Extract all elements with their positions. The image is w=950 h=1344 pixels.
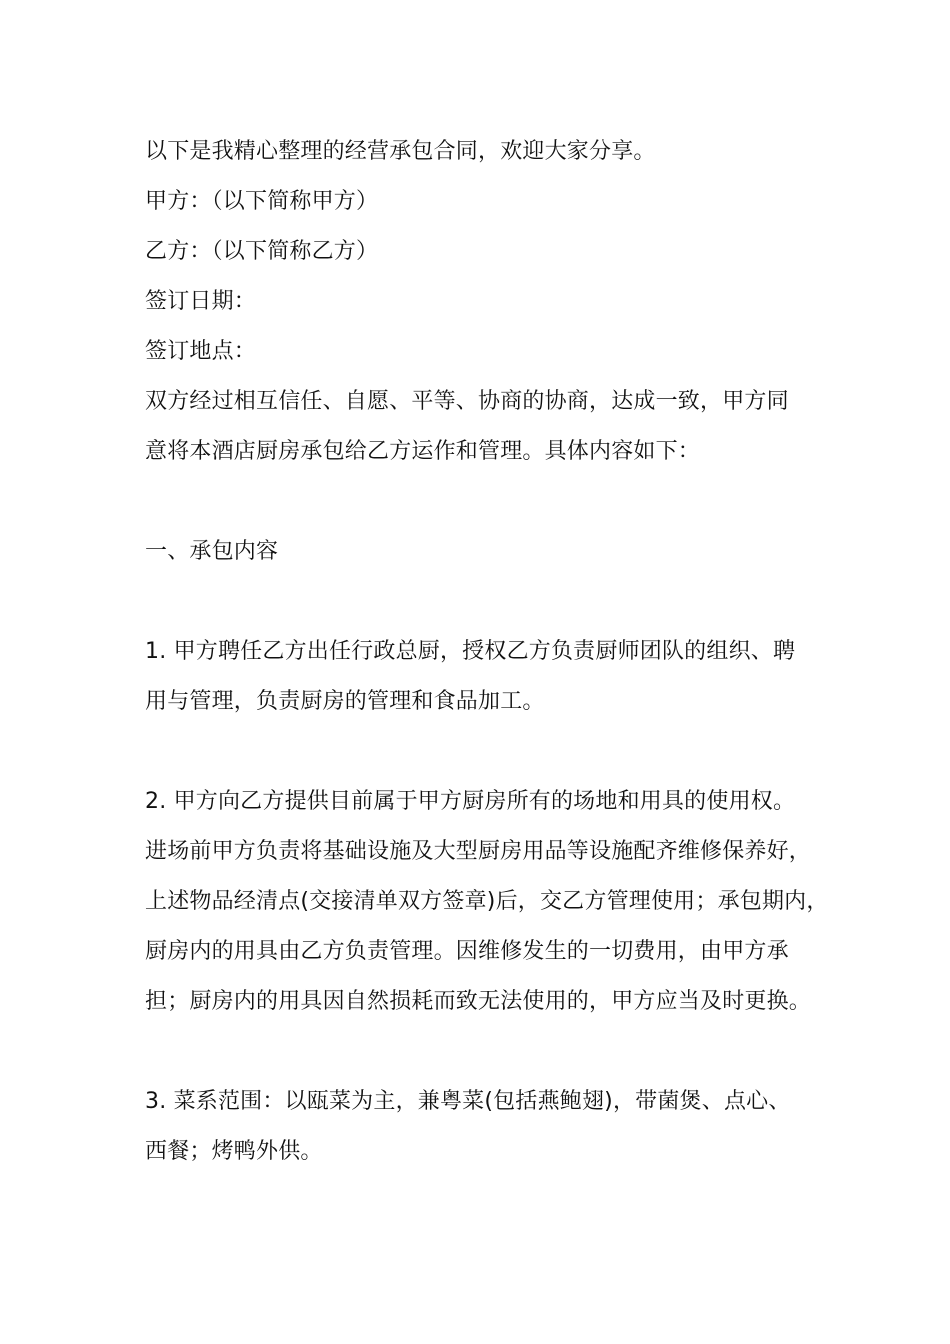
- sign-date-line: 签订日期：: [145, 289, 257, 314]
- preamble-line-2: 意将本酒店厨房承包给乙方运作和管理。具体内容如下：: [145, 439, 701, 464]
- clause-2-line-3: 上述物品经清点(交接清单双方签章)后，交乙方管理使用；承包期内，: [145, 889, 829, 914]
- clause-2-line-1: 2. 甲方向乙方提供目前属于甲方厨房所有的场地和用具的使用权。: [145, 789, 796, 814]
- intro-text: 以下是我精心整理的经营承包合同，欢迎大家分享。: [145, 139, 656, 164]
- clause-3-line-2: 西餐；烤鸭外供。: [145, 1139, 323, 1164]
- clause-3-line-1: 3. 菜系范围：以瓯菜为主，兼粤菜(包括燕鲍翅)，带菌煲、点心、: [145, 1089, 791, 1114]
- sign-place-line: 签订地点：: [145, 339, 257, 364]
- clause-2-line-2: 进场前甲方负责将基础设施及大型厨房用品等设施配齐维修保养好，: [145, 839, 812, 864]
- clause-1-line-1: 1. 甲方聘任乙方出任行政总厨，授权乙方负责厨师团队的组织、聘: [145, 639, 796, 664]
- clause-2-line-4: 厨房内的用具由乙方负责管理。因维修发生的一切费用，由甲方承: [145, 939, 789, 964]
- party-a-line: 甲方：（以下简称甲方）: [145, 189, 379, 214]
- preamble-line-1: 双方经过相互信任、自愿、平等、协商的协商，达成一致，甲方同: [145, 389, 789, 414]
- clause-2-line-5: 担；厨房内的用具因自然损耗而致无法使用的，甲方应当及时更换。: [145, 989, 812, 1014]
- section-heading: 一、承包内容: [145, 539, 279, 564]
- party-b-line: 乙方：（以下简称乙方）: [145, 239, 379, 264]
- clause-1-line-2: 用与管理，负责厨房的管理和食品加工。: [145, 689, 545, 714]
